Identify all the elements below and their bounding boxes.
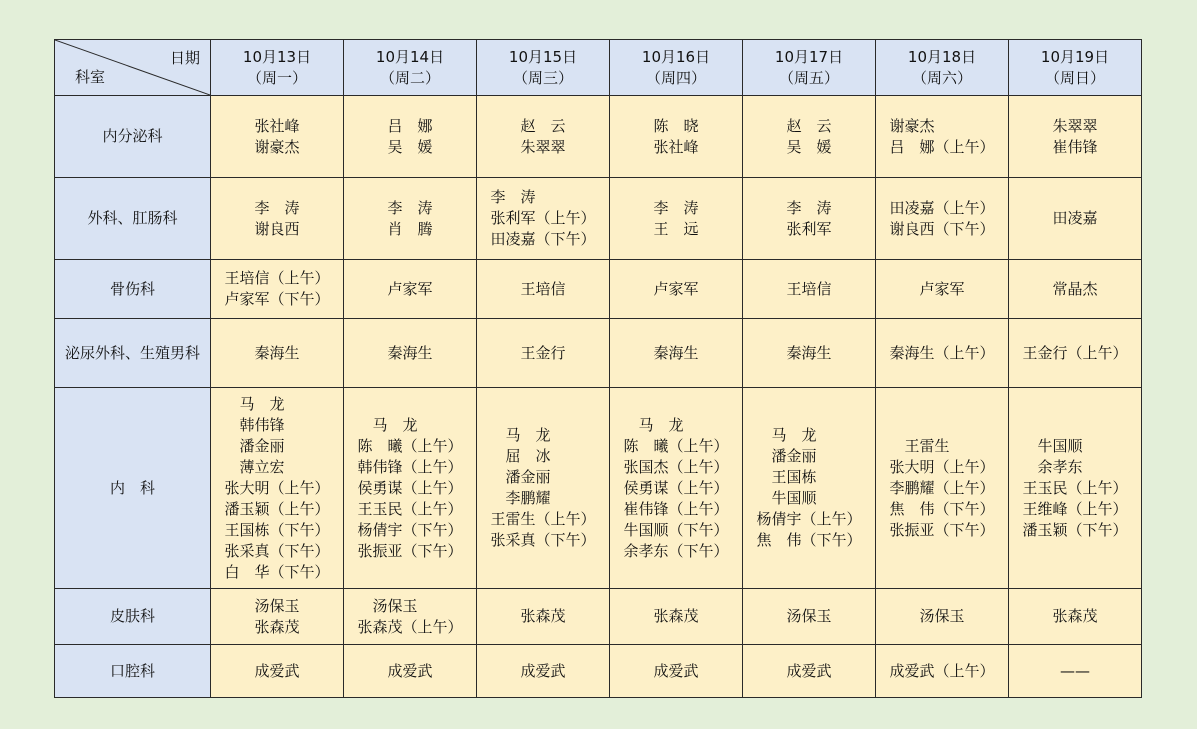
doctor-name: 杨倩宇（上午）	[756, 510, 862, 528]
duty-cell	[610, 319, 743, 388]
day-date: 10月16日	[641, 47, 711, 66]
doctor-name: 张振亚（下午）	[357, 541, 463, 560]
duty-cell-names	[520, 343, 565, 364]
day-header-5	[743, 40, 876, 96]
day-weekday: （周二）	[379, 68, 440, 87]
duty-cell-names	[786, 279, 831, 300]
department-cell	[55, 260, 211, 319]
duty-cell	[743, 178, 876, 260]
department-cell	[55, 319, 211, 388]
doctor-name: 秦海生	[653, 343, 699, 362]
doctor-name: 卢家军	[653, 279, 699, 298]
day-date: 10月19日	[1040, 47, 1110, 66]
duty-cell	[477, 388, 610, 589]
day-header-6	[876, 40, 1009, 96]
duty-cell-names	[520, 279, 565, 300]
duty-cell-names	[889, 661, 994, 682]
doctor-name: 崔伟锋（上午）	[623, 499, 729, 518]
duty-cell	[344, 589, 477, 645]
duty-cell-names	[357, 415, 462, 562]
doctor-name: 成爱武	[520, 661, 566, 680]
duty-cell	[1009, 319, 1142, 388]
duty-cell	[610, 645, 743, 698]
doctor-name: 韩伟锋	[224, 415, 285, 434]
schedule-row	[55, 589, 1142, 645]
duty-cell-names	[254, 198, 299, 240]
duty-cell	[1009, 260, 1142, 319]
duty-cell-names	[786, 661, 831, 682]
doctor-name: 王雷生（上午）	[490, 510, 596, 528]
duty-cell	[876, 645, 1009, 698]
doctor-name: 谢豪杰	[254, 137, 300, 156]
duty-cell-names	[490, 425, 595, 551]
doctor-name: 马 龙	[224, 394, 285, 413]
duty-cell	[610, 589, 743, 645]
day-header-4	[610, 40, 743, 96]
department-label: 皮肤科	[109, 607, 155, 625]
doctor-name: 马 龙	[357, 415, 418, 434]
duty-cell	[743, 96, 876, 178]
doctor-name: 王培信（上午）	[224, 269, 330, 287]
duty-cell	[610, 178, 743, 260]
doctor-name: 潘金丽	[490, 468, 551, 486]
doctor-name: 谢豪杰	[889, 116, 935, 135]
doctor-name: 汤保玉	[919, 607, 965, 625]
department-label: 内 科	[109, 478, 155, 497]
doctor-name: 张国杰（上午）	[623, 457, 729, 476]
duty-cell	[477, 96, 610, 178]
doctor-name: 焦 伟（下午）	[889, 499, 995, 518]
doctor-name: 王玉民（上午）	[1022, 478, 1128, 497]
duty-cell-names	[1022, 343, 1127, 364]
duty-cell	[211, 388, 344, 589]
doctor-name: 朱翠翠	[1052, 116, 1098, 135]
duty-cell	[1009, 388, 1142, 589]
duty-cell-names	[889, 343, 994, 364]
schedule-row	[55, 319, 1142, 388]
duty-cell	[743, 319, 876, 388]
doctor-name: 成爱武（上午）	[889, 661, 995, 680]
doctor-name: 秦海生	[254, 343, 300, 362]
doctor-name: 张采真（下午）	[490, 531, 596, 549]
duty-cell-names	[653, 343, 698, 364]
duty-cell	[211, 178, 344, 260]
doctor-name: 田凌嘉（上午）	[889, 198, 995, 217]
doctor-name: 张大明（上午）	[889, 457, 995, 476]
duty-cell-names	[1052, 208, 1097, 229]
doctor-name: 韩伟锋（上午）	[357, 457, 463, 476]
duty-cell-names	[1052, 279, 1097, 300]
duty-cell	[477, 589, 610, 645]
doctor-name: 王培信	[520, 279, 566, 298]
duty-cell-names	[1052, 116, 1097, 158]
doctor-name: 汤保玉	[254, 596, 300, 615]
corner-dept-label: 科室	[75, 68, 106, 86]
duty-cell-names	[1060, 661, 1090, 682]
duty-cell	[344, 96, 477, 178]
duty-cell	[610, 260, 743, 319]
doctor-name: 王玉民（上午）	[357, 499, 463, 518]
doctor-name: 张利军（上午）	[490, 209, 596, 227]
doctor-name: 成爱武	[387, 661, 433, 680]
doctor-name: 潘金丽	[224, 436, 285, 455]
duty-cell	[344, 319, 477, 388]
duty-cell	[610, 388, 743, 589]
doctor-name: 陈 曦（上午）	[623, 436, 729, 455]
department-label: 泌尿外科、生殖男科	[64, 343, 200, 362]
doctor-name: 李鹏耀	[490, 489, 551, 507]
duty-cell-names	[224, 268, 329, 310]
duty-cell	[211, 319, 344, 388]
department-label: 内分泌科	[102, 127, 163, 145]
doctor-name: 赵 云	[520, 116, 566, 135]
duty-cell-names	[919, 606, 964, 627]
doctor-name: 崔伟锋	[1052, 137, 1098, 156]
duty-cell-names	[490, 187, 595, 250]
duty-cell-names	[653, 279, 698, 300]
corner-header-cell	[55, 40, 211, 96]
doctor-name: 张森茂	[653, 607, 699, 625]
doctor-name: 李 涛	[387, 198, 433, 217]
department-label: 口腔科	[109, 661, 155, 680]
doctor-name: 陈 晓	[653, 116, 699, 135]
day-weekday: （周一）	[246, 68, 307, 87]
duty-cell	[1009, 645, 1142, 698]
day-header-7	[1009, 40, 1142, 96]
schedule-row	[55, 260, 1142, 319]
doctor-name: 牛国顺	[756, 489, 817, 507]
doctor-name: 吕 娜	[387, 116, 433, 135]
day-date: 10月13日	[242, 47, 312, 66]
doctor-name: 张森茂	[1052, 607, 1098, 625]
doctor-name: 张利军	[786, 219, 832, 238]
doctor-name: 成爱武	[254, 661, 300, 680]
doctor-name: 卢家军（下午）	[224, 290, 330, 308]
doctor-name: 屈 冰	[490, 447, 551, 465]
doctor-name: 马 龙	[623, 415, 684, 434]
duty-cell	[876, 388, 1009, 589]
day-date: 10月18日	[907, 47, 977, 66]
duty-cell-names	[1022, 436, 1127, 541]
doctor-name: 张社峰	[254, 116, 300, 135]
duty-cell-names	[387, 279, 432, 300]
doctor-name: 田凌嘉（下午）	[490, 230, 596, 248]
doctor-name: 张森茂（上午）	[357, 617, 463, 636]
doctor-name: 朱翠翠	[520, 137, 566, 156]
duty-cell	[876, 96, 1009, 178]
doctor-name: 牛国顺（下午）	[623, 520, 729, 539]
doctor-name: 李 涛	[653, 198, 699, 217]
doctor-name: 谢良西	[254, 219, 300, 238]
doctor-name: 余孝东	[1022, 457, 1083, 476]
duty-cell-names	[653, 198, 698, 240]
doctor-name: 马 龙	[490, 426, 551, 444]
doctor-name: 焦 伟（下午）	[756, 531, 862, 549]
duty-cell	[344, 260, 477, 319]
day-date: 10月14日	[375, 47, 445, 66]
duty-cell	[211, 96, 344, 178]
duty-cell	[211, 589, 344, 645]
doctor-name: 卢家军	[387, 279, 433, 298]
doctor-name: 王 远	[653, 219, 699, 238]
duty-cell	[344, 178, 477, 260]
doctor-name: 秦海生	[387, 343, 433, 362]
duty-cell	[876, 319, 1009, 388]
duty-cell-names	[254, 343, 299, 364]
doctor-name: 田凌嘉	[1052, 209, 1098, 227]
doctor-name: 秦海生	[786, 343, 832, 362]
day-header-1	[211, 40, 344, 96]
duty-cell-names	[520, 661, 565, 682]
duty-cell-names	[623, 415, 728, 562]
doctor-name: 赵 云	[786, 116, 832, 135]
duty-cell-names	[224, 394, 329, 583]
doctor-name: 牛国顺	[1022, 436, 1083, 455]
department-label: 外科、肛肠科	[87, 209, 178, 227]
corner-date-label: 日期	[169, 49, 200, 67]
doctor-name: 白 华（下午）	[224, 562, 330, 581]
doctor-name: 王金行（上午）	[1022, 343, 1128, 362]
doctor-name: 杨倩宇（下午）	[357, 520, 463, 539]
doctor-name: 李 涛	[786, 198, 832, 217]
header-row	[55, 40, 1142, 96]
doctor-name: 王国栋	[756, 468, 817, 486]
doctor-name: 陈 曦（上午）	[357, 436, 463, 455]
duty-cell	[1009, 178, 1142, 260]
doctor-name: 薄立宏	[224, 457, 285, 476]
duty-cell	[211, 645, 344, 698]
day-header-3	[477, 40, 610, 96]
doctor-name: 张社峰	[653, 137, 699, 156]
doctor-name: 潘玉颖（上午）	[224, 499, 330, 518]
doctor-name: 张森茂	[254, 617, 300, 636]
duty-cell	[876, 260, 1009, 319]
duty-cell-names	[254, 116, 299, 158]
doctor-name: 吕 娜（上午）	[889, 137, 995, 156]
duty-cell	[477, 319, 610, 388]
duty-cell-names	[520, 606, 565, 627]
day-date: 10月17日	[774, 47, 844, 66]
duty-cell-names	[1052, 606, 1097, 627]
doctor-name: 成爱武	[653, 661, 699, 680]
duty-cell-names	[387, 661, 432, 682]
duty-cell-names	[387, 198, 432, 240]
duty-cell-names	[653, 606, 698, 627]
duty-schedule-table	[54, 39, 1142, 698]
duty-cell-names	[889, 116, 994, 158]
duty-cell-names	[786, 343, 831, 364]
day-weekday: （周三）	[512, 68, 573, 87]
doctor-name: 王培信	[786, 279, 832, 298]
schedule-row	[55, 645, 1142, 698]
department-cell	[55, 388, 211, 589]
duty-cell-names	[254, 661, 299, 682]
duty-cell	[743, 388, 876, 589]
duty-cell-names	[653, 661, 698, 682]
duty-cell-names	[889, 436, 994, 541]
department-label: 骨伤科	[109, 279, 155, 298]
doctor-name: 常晶杰	[1052, 279, 1098, 298]
duty-cell	[1009, 589, 1142, 645]
duty-cell	[610, 96, 743, 178]
doctor-name: 马 龙	[756, 426, 817, 444]
doctor-name: 张大明（上午）	[224, 478, 330, 497]
day-weekday: （周五）	[778, 68, 839, 87]
doctor-name: 张振亚（下午）	[889, 520, 995, 539]
duty-cell	[344, 388, 477, 589]
duty-cell-names	[756, 425, 861, 551]
duty-cell	[477, 260, 610, 319]
duty-cell-names	[919, 279, 964, 300]
doctor-name: 王金行	[520, 343, 566, 362]
doctor-name: 王国栋（下午）	[224, 520, 330, 539]
doctor-name: 卢家军	[919, 279, 965, 298]
doctor-name: 李鹏耀（上午）	[889, 478, 995, 497]
department-cell	[55, 96, 211, 178]
duty-cell	[477, 645, 610, 698]
duty-cell	[876, 178, 1009, 260]
doctor-name: 吴 媛	[387, 137, 433, 156]
doctor-name: 王维峰（上午）	[1022, 499, 1128, 518]
duty-cell-names	[786, 198, 831, 240]
duty-cell	[743, 589, 876, 645]
doctor-name: 侯勇谋（上午）	[357, 478, 463, 497]
schedule-row	[55, 388, 1142, 589]
duty-cell-names	[653, 116, 698, 158]
doctor-name: 张森茂	[520, 607, 566, 625]
doctor-name: 李 涛	[254, 198, 300, 217]
day-header-2	[344, 40, 477, 96]
duty-cell	[743, 645, 876, 698]
doctor-name: 谢良西（下午）	[889, 219, 995, 238]
duty-cell-names	[387, 116, 432, 158]
duty-cell	[211, 260, 344, 319]
schedule-row	[55, 178, 1142, 260]
doctor-name: 侯勇谋（上午）	[623, 478, 729, 497]
duty-cell-names	[387, 343, 432, 364]
doctor-name: ——	[1060, 661, 1090, 680]
doctor-name: 潘玉颖（下午）	[1022, 520, 1128, 539]
doctor-name: 王雷生	[889, 436, 950, 455]
duty-cell-names	[254, 596, 299, 638]
duty-cell-names	[889, 198, 994, 240]
duty-cell-names	[357, 596, 462, 638]
doctor-name: 秦海生（上午）	[889, 343, 995, 362]
duty-cell	[344, 645, 477, 698]
department-cell	[55, 645, 211, 698]
duty-cell	[876, 589, 1009, 645]
doctor-name: 余孝东（下午）	[623, 541, 729, 560]
doctor-name: 李 涛	[490, 188, 536, 206]
day-date: 10月15日	[508, 47, 578, 66]
duty-cell	[1009, 96, 1142, 178]
doctor-name: 潘金丽	[756, 447, 817, 465]
day-weekday: （周六）	[911, 68, 972, 87]
doctor-name: 汤保玉	[786, 607, 832, 625]
day-weekday: （周四）	[645, 68, 706, 87]
duty-cell-names	[786, 116, 831, 158]
duty-cell-names	[520, 116, 565, 158]
doctor-name: 成爱武	[786, 661, 832, 680]
duty-cell-names	[786, 606, 831, 627]
duty-cell	[743, 260, 876, 319]
doctor-name: 汤保玉	[357, 596, 418, 615]
doctor-name: 吴 媛	[786, 137, 832, 156]
duty-cell	[477, 178, 610, 260]
doctor-name: 张采真（下午）	[224, 541, 330, 560]
department-cell	[55, 178, 211, 260]
day-weekday: （周日）	[1044, 68, 1105, 87]
department-cell	[55, 589, 211, 645]
schedule-row	[55, 96, 1142, 178]
doctor-name: 肖 腾	[387, 219, 433, 238]
